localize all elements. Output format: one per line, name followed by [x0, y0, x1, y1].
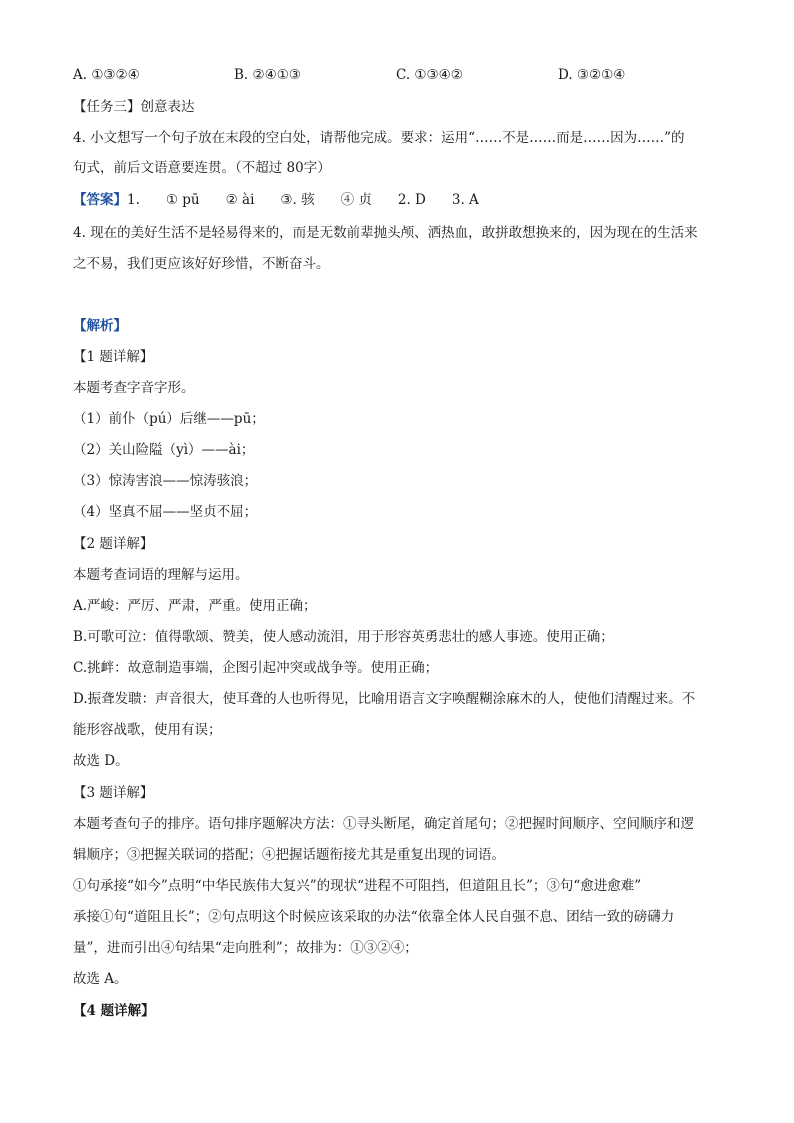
q3-line5: 量”，进而引出④句结果“走向胜利”；故排为：①③②④； [73, 940, 418, 956]
option-d: D. ③②①④ [558, 67, 626, 83]
q3-heading: 【3 题详解】 [73, 785, 154, 801]
q3-line3: ①句承接“如今”点明“中华民族伟大复兴”的现状“进程不可阻挡，但道阻且长”；③句“愈进愈难” [73, 878, 642, 894]
option-a: A. ①③②④ [73, 67, 140, 83]
q1-item-2: （2）关山险隘（yì）——ài； [73, 442, 255, 458]
analysis-label: 【解析】 [73, 318, 127, 334]
q1-item-1: （1）前仆（pú）后继——pū； [73, 411, 265, 427]
q4-heading: 【4 题详解】 [73, 1003, 155, 1019]
q1-heading: 【1 题详解】 [73, 349, 154, 365]
answer-item-3: ③. 骇 [280, 192, 315, 208]
q1-intro: 本题考查字音字形。 [73, 380, 195, 396]
q3-line1: 本题考查句子的排序。语句排序题解决方法：①寻头断尾，确定首尾句；②把握时间顺序、空间顺序和逻 [73, 816, 694, 832]
q3-line2: 辑顺序；③把握关联词的搭配；④把握话题衔接尤其是重复出现的词语。 [73, 847, 505, 863]
answer-item-6: 3. A [451, 192, 479, 208]
option-b: B. ②④①③ [234, 67, 301, 83]
answer-item-5: 2. D [397, 192, 426, 208]
answer-item-4: ④ 贞 [340, 192, 372, 208]
q3-choice: 故选 A。 [73, 971, 128, 987]
option-c: C. ①③④② [396, 67, 463, 83]
q1-item-4: （4）坚真不屈——坚贞不屈； [73, 504, 258, 520]
answer4-line2: 之不易，我们更应该好好珍惜，不断奋斗。 [73, 256, 330, 272]
q2-intro: 本题考查词语的理解与运用。 [73, 567, 249, 583]
q2-option-b: B.可歌可泣：值得歌颂、赞美，使人感动流泪，用于形容英勇悲壮的感人事迹。使用正确； [73, 629, 614, 645]
question4-line2: 句式，前后文语意要连贯。（不超过 80字） [73, 160, 331, 176]
question4-line1: 4. 小文想写一个句子放在末段的空白处，请帮他完成。要求：运用“……不是……而是……因为……”的 [73, 130, 685, 146]
answer-number: 1. [127, 192, 140, 208]
q2-choice: 故选 D。 [73, 753, 129, 769]
q2-option-a: A.严峻：严厉、严肃，严重。使用正确； [73, 598, 317, 614]
answer-item-2: ② ài [225, 192, 255, 208]
answer-item-1: ① pū [165, 192, 200, 208]
answer-label: 【答案】 [73, 192, 127, 208]
q2-option-c: C.挑衅：故意制造事端，企图引起冲突或战争等。使用正确； [73, 660, 439, 676]
task3-heading: 【任务三】创意表达 [73, 99, 195, 115]
answer4-line1: 4. 现在的美好生活不是轻易得来的，而是无数前辈抛头颅、洒热血，敢拼敢想换来的，因为现在的生活来 [73, 225, 698, 241]
q1-item-3: （3）惊涛害浪——惊涛骇浪； [73, 473, 258, 489]
answer-row [73, 190, 479, 210]
q2-option-d-line1: D.振聋发聩：声音很大，使耳聋的人也听得见，比喻用语言文字唤醒糊涂麻木的人，使他们清醒过来。不 [73, 691, 696, 707]
q2-option-d-line2: 能形容战歌，使用有误； [73, 722, 222, 738]
q2-heading: 【2 题详解】 [73, 536, 154, 552]
q3-line4: 承接①句“道阻且长”；②句点明这个时候应该采取的办法“依靠全体人民自强不息、团结一致的磅礴力 [73, 909, 675, 925]
